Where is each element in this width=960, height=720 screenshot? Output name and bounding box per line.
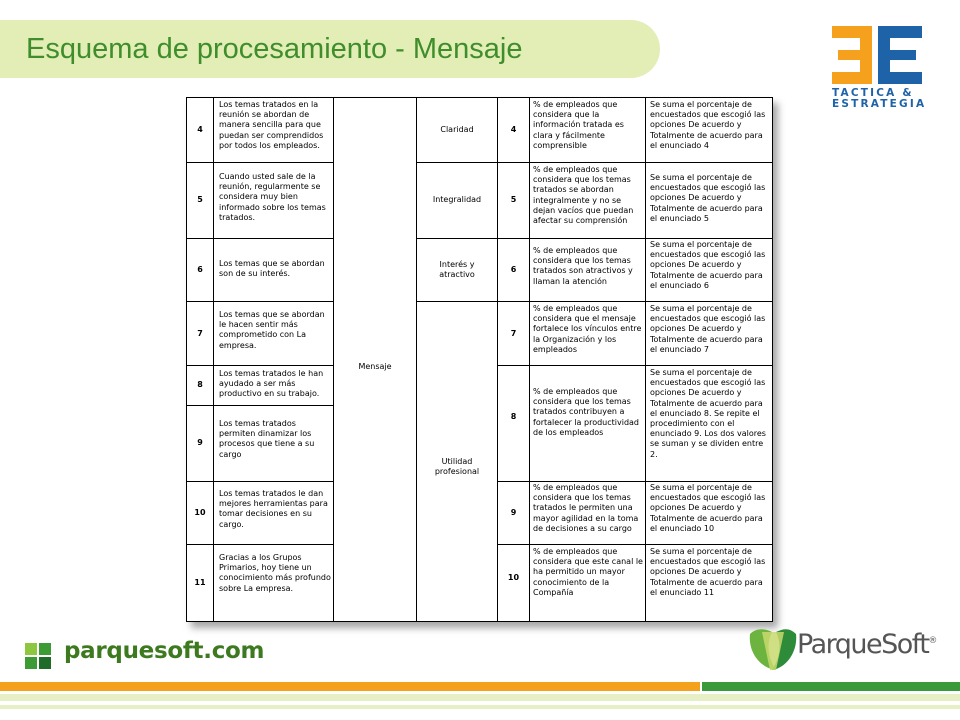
indicator-text: % de empleados que considera que los temas tratados son atractivos y llaman la atención bbox=[533, 246, 633, 286]
indicator-text: % de empleados que considera que los temas tratados se abordan integralmente y no se dejan vacíos que puedan afectar su comprensión bbox=[533, 165, 634, 226]
question-text: Los temas tratados le han ayudado a ser más productivo en su trabajo. bbox=[219, 369, 324, 399]
question-text: Cuando usted sale de la reunión, regularmente se considera muy bien informado sobre los temas tratados. bbox=[219, 172, 326, 222]
row-number: 5 bbox=[197, 195, 203, 204]
registered-mark: ® bbox=[928, 636, 936, 646]
tactica-estrategia-logo bbox=[832, 26, 932, 118]
question-text: Los temas tratados permiten dinamizar los procesos que tiene a su cargo bbox=[219, 419, 315, 459]
indicator-number: 8 bbox=[510, 412, 517, 421]
calculation-method: Se suma el porcentaje de encuestados que escogió las opciones De acuerdo y Totalmente de acuerdo para el enunciado 7 bbox=[650, 304, 766, 354]
question-text: Los temas tratados en la reunión se abordan de manera sencilla para que puedan ser comprendidos por todos los empleados. bbox=[219, 100, 324, 150]
logo-tagline-line1: TACTICA & bbox=[832, 87, 914, 99]
row-number: 7 bbox=[197, 329, 203, 338]
row-number: 4 bbox=[197, 125, 203, 134]
row-number: 10 bbox=[194, 508, 206, 517]
parquesoft-url[interactable]: parquesoft.com bbox=[64, 638, 265, 664]
calculation-method: Se suma el porcentaje de encuestados que escogió las opciones De acuerdo y Totalmente de acuerdo para el enunciado 10 bbox=[650, 483, 766, 533]
logo-tagline-line2: ESTRATEGIA bbox=[832, 98, 927, 110]
footer-stripe-light bbox=[0, 694, 960, 701]
calculation-method: Se suma el porcentaje de encuestados que escogió las opciones De acuerdo y Totalmente de acuerdo para el enunciado 6 bbox=[650, 240, 766, 290]
processing-table bbox=[186, 97, 773, 622]
indicator-text: % de empleados que considera que los temas tratados contribuyen a fortalecer la productividad de los empleados bbox=[533, 387, 640, 437]
question-text: Los temas que se abordan son de su interés. bbox=[219, 259, 325, 279]
parquesoft-squares-icon bbox=[25, 643, 51, 669]
indicator-number: 10 bbox=[507, 573, 520, 582]
row-number: 8 bbox=[197, 380, 203, 389]
indicator-text: % de empleados que considera que la información tratada es clara y fácilmente comprensible bbox=[533, 100, 624, 150]
indicator-number: 4 bbox=[510, 125, 517, 134]
3e-logo-icon bbox=[832, 26, 932, 86]
page-title: Esquema de procesamiento - Mensaje bbox=[26, 33, 523, 65]
dimension-label: Claridad bbox=[440, 125, 474, 134]
indicator-text: % de empleados que considera que este canal le ha permitido un mayor conocimiento de la Compañía bbox=[533, 547, 643, 597]
question-text: Gracias a los Grupos Primarios, hoy tiene un conocimiento más profundo sobre La empresa. bbox=[219, 553, 331, 593]
indicator-number: 7 bbox=[510, 329, 517, 338]
footer-stripe-green bbox=[702, 682, 960, 691]
indicator-number: 9 bbox=[510, 508, 517, 517]
dimension-label: Interés y atractivo bbox=[439, 260, 475, 280]
footer-stripe-orange bbox=[0, 682, 700, 691]
footer-stripe-light-thin bbox=[0, 705, 960, 709]
row-number: 11 bbox=[194, 578, 206, 587]
question-text: Los temas tratados le dan mejores herramientas para tomar decisiones en su cargo. bbox=[219, 489, 328, 529]
row-number: 6 bbox=[197, 265, 203, 274]
category-label: Mensaje bbox=[358, 362, 392, 371]
parquesoft-brand bbox=[797, 629, 936, 660]
calculation-method: Se suma el porcentaje de encuestados que escogió las opciones De acuerdo y Totalmente de acuerdo para el enunciado 5 bbox=[650, 173, 766, 223]
calculation-method: Se suma el porcentaje de encuestados que escogió las opciones De acuerdo y Totalmente de acuerdo para el enunciado 4 bbox=[650, 100, 766, 150]
dimension-label: Integralidad bbox=[432, 195, 482, 204]
calculation-method: Se suma el porcentaje de encuestados que escogió las opciones De acuerdo y Totalmente de acuerdo para el enunciado 8. Se repite el procedimiento con el enunciado 9. Los dos valores se suman y se dividen entre 2. bbox=[650, 368, 766, 459]
indicator-number: 5 bbox=[510, 195, 517, 204]
parquesoft-brand-name: ParqueSoft bbox=[797, 629, 929, 660]
indicator-text: % de empleados que considera que el mensaje fortalece los vínculos entre la Organización y los empleados bbox=[533, 304, 642, 354]
row-number: 9 bbox=[197, 438, 203, 447]
indicator-text: % de empleados que considera que los temas tratados le permiten una mayor agilidad en la toma de decisiones a su cargo bbox=[533, 483, 639, 533]
indicator-number: 6 bbox=[510, 265, 517, 274]
question-text: Los temas que se abordan le hacen sentir más comprometido con La empresa. bbox=[219, 310, 325, 350]
logo-tagline bbox=[832, 88, 926, 110]
calculation-method: Se suma el porcentaje de encuestados que escogió las opciones De acuerdo y Totalmente de acuerdo para el enunciado 11 bbox=[650, 547, 766, 597]
dimension-label: Utilidad profesional bbox=[434, 457, 480, 477]
